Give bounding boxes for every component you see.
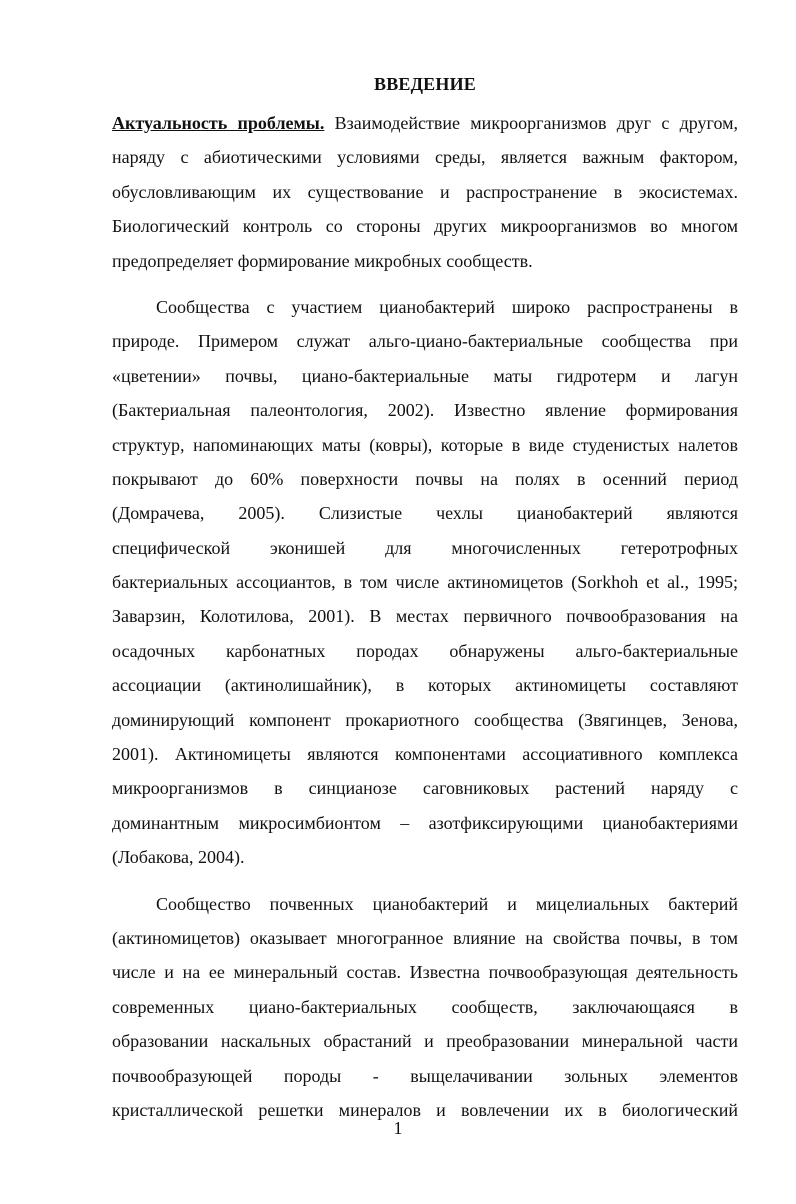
document-page bbox=[112, 70, 738, 1127]
paragraph-line: доминирующий компонент прокариотного сообщества (Звягинцев, Зенова, bbox=[112, 709, 738, 730]
paragraph-line: образовании наскальных обрастаний и преобразовании минеральной части bbox=[112, 1031, 738, 1052]
paragraph-line: покрывают до 60% поверхности почвы на полях в осенний период bbox=[112, 468, 738, 489]
paragraph-line bbox=[112, 106, 738, 140]
paragraph-soil-influence bbox=[112, 887, 738, 1128]
paragraph-line: кристаллической решетки минералов и вовлечении их в биологический bbox=[112, 1099, 738, 1120]
paragraph-communities bbox=[112, 290, 738, 875]
paragraph-line: бактериальных ассоциантов, в том числе актиномицетов (Sorkhoh et al., 1995; bbox=[112, 572, 738, 593]
paragraph-line: Сообщества с участием цианобактерий широко распространены в bbox=[156, 296, 738, 317]
paragraph-line: числе и на ее минеральный состав. Известна почвообразующая деятельность bbox=[112, 962, 738, 983]
paragraph-line: осадочных карбонатных породах обнаружены альго-бактериальные bbox=[112, 640, 738, 661]
paragraph-line: структур, напоминающих маты (ковры), которые в виде студенистых налетов bbox=[112, 434, 738, 455]
paragraph-line: Биологический контроль со стороны других микроорганизмов во многом bbox=[112, 216, 738, 237]
paragraph-line: почвообразующей породы - выщелачивании зольных элементов bbox=[112, 1065, 738, 1086]
paragraph-line-text: Взаимодействие микроорганизмов друг с другом, bbox=[324, 113, 738, 133]
paragraph-lead-heading: Актуальность проблемы. bbox=[112, 113, 325, 133]
paragraph-line: специфической эконишей для многочисленных гетеротрофных bbox=[112, 537, 738, 558]
paragraph-line: (актиномицетов) оказывает многогранное влияние на свойства почвы, в том bbox=[112, 927, 738, 948]
paragraph-line: 2001). Актиномицеты являются компонентами ассоциативного комплекса bbox=[112, 744, 738, 765]
paragraph-line: ассоциации (актинолишайник), в которых актиномицеты составляют bbox=[112, 675, 738, 696]
paragraph-line: обусловливающим их существование и распространение в экосистемах. bbox=[112, 181, 738, 202]
paragraph-line: (Бактериальная палеонтология, 2002). Известно явление формирования bbox=[112, 400, 738, 421]
paragraph-line: природе. Примером служат альго-циано-бактериальные сообщества при bbox=[112, 331, 738, 352]
paragraph-line: микроорганизмов в синцианозе саговниковых растений наряду с bbox=[112, 778, 738, 799]
paragraph-line: доминантным микросимбионтом – азотфиксирующими цианобактериями bbox=[112, 812, 738, 833]
paragraph-line: (Домрачева, 2005). Слизистые чехлы цианобактерий являются bbox=[112, 503, 738, 524]
paragraph-line: Сообщество почвенных цианобактерий и мицелиальных бактерий bbox=[156, 893, 738, 914]
paragraph-line: современных циано-бактериальных сообществ, заключающаяся в bbox=[112, 996, 738, 1017]
section-title: ВВЕДЕНИЕ bbox=[373, 74, 476, 94]
paragraph-line: предопределяет формирование микробных сообществ. bbox=[112, 250, 533, 271]
paragraph-line: наряду с абиотическими условиями среды, является важным фактором, bbox=[112, 147, 738, 168]
paragraph-line: «цветении» почвы, циано-бактериальные маты гидротерм и лагун bbox=[112, 365, 738, 386]
paragraph-line: Заварзин, Колотилова, 2001). В местах первичного почвообразования на bbox=[112, 606, 738, 627]
paragraph-relevance bbox=[112, 106, 738, 278]
paragraph-line: (Лобакова, 2004). bbox=[112, 847, 245, 868]
page-number: 1 bbox=[393, 1118, 403, 1138]
